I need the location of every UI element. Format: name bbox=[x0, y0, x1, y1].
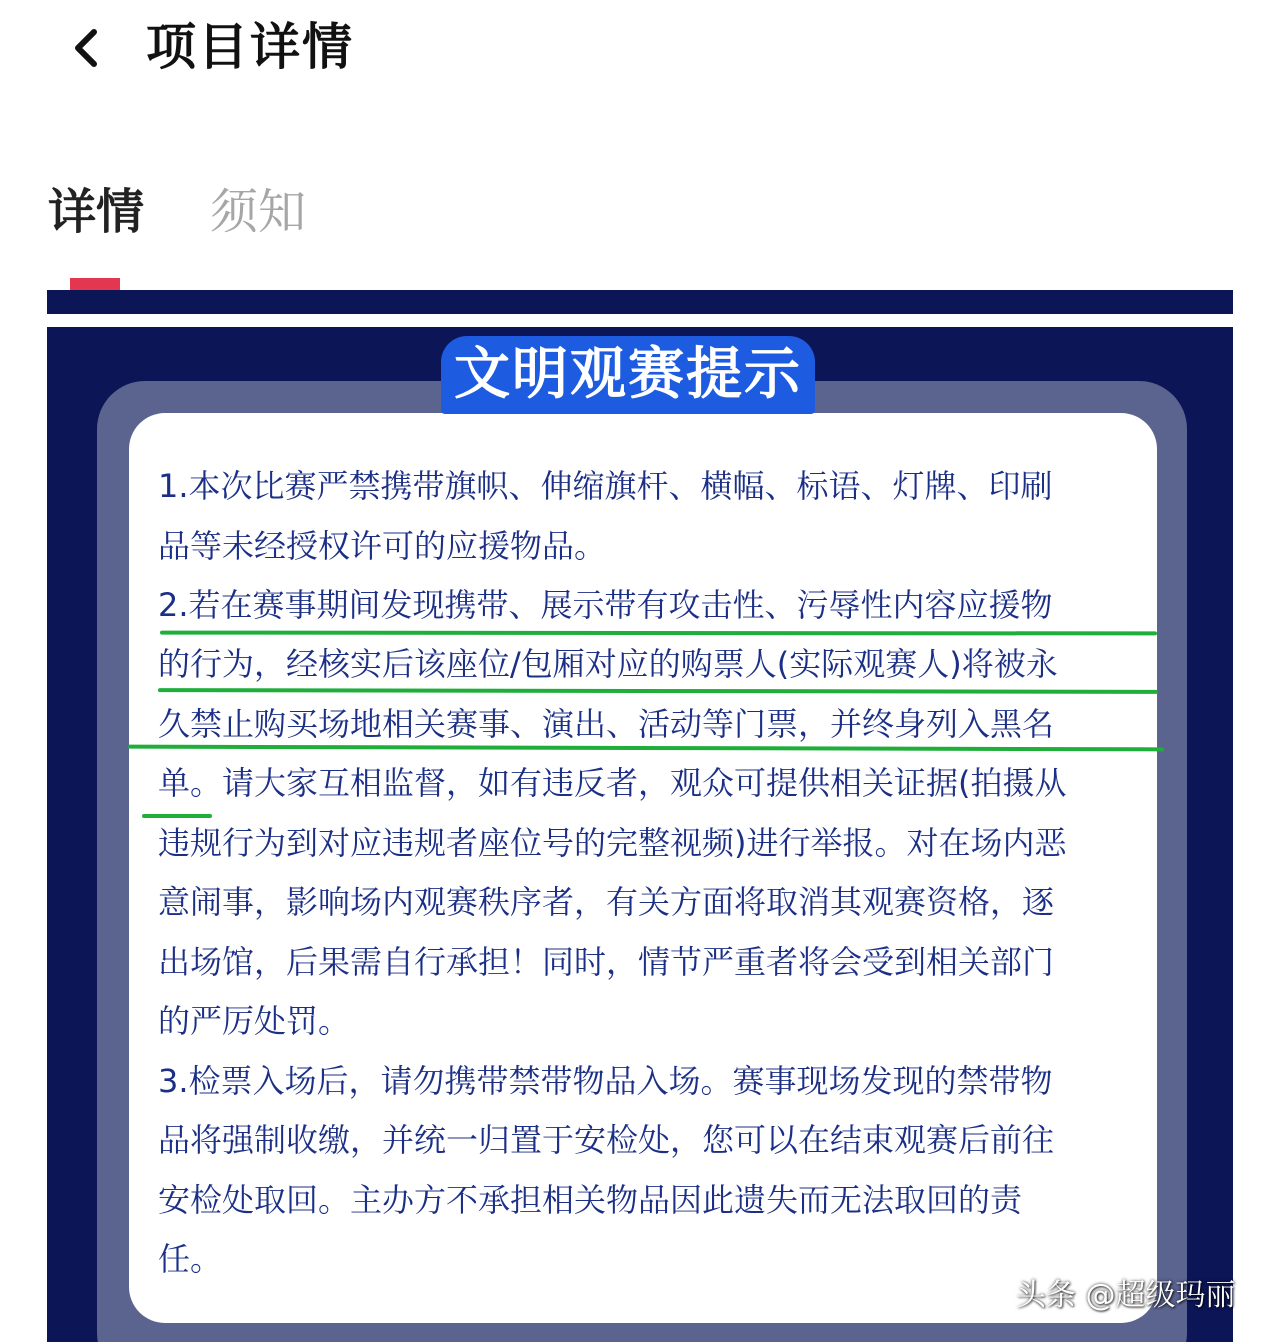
notice-line: 安检处取回。主办方不承担相关物品因此遗失而无法取回的责 bbox=[158, 1181, 1023, 1219]
notice-line: 2.若在赛事期间发现携带、展示带有攻击性、污辱性内容应援物 bbox=[158, 586, 1053, 624]
highlight-underline bbox=[142, 814, 212, 818]
notice-line: 久禁止购买场地相关赛事、演出、活动等门票，并终身列入黑名 bbox=[158, 705, 1055, 743]
notice-line: 品等未经授权许可的应援物品。 bbox=[158, 527, 607, 565]
notice-line: 违规行为到对应违规者座位号的完整视频)进行举报。对在场内恶 bbox=[158, 824, 1067, 862]
tab-notice[interactable]: 须知 bbox=[210, 184, 307, 240]
notice-line: 单。请大家互相监督，如有违反者，观众可提供相关证据(拍摄从 bbox=[158, 764, 1067, 802]
poster-title: 文明观赛提示 bbox=[454, 342, 802, 407]
poster-top-band bbox=[47, 290, 1233, 314]
notice-line: 品将强制收缴，并统一归置于安检处，您可以在结束观赛后前往 bbox=[158, 1121, 1055, 1159]
notice-line: 的行为，经核实后该座位/包厢对应的购票人(实际观赛人)将被永 bbox=[158, 645, 1058, 683]
notice-line: 任。 bbox=[158, 1240, 223, 1278]
tab-details[interactable]: 详情 bbox=[48, 184, 145, 240]
notice-line: 出场馆，后果需自行承担！同时，情节严重者将会受到相关部门 bbox=[158, 943, 1055, 981]
source-watermark: 头条 @超级玛丽 bbox=[1016, 1278, 1236, 1313]
top-bar bbox=[0, 0, 1280, 100]
notice-line: 3.检票入场后，请勿携带禁带物品入场。赛事现场发现的禁带物 bbox=[158, 1062, 1053, 1100]
active-tab-indicator bbox=[70, 278, 120, 290]
chevron-left-icon bbox=[62, 20, 114, 76]
notice-line: 的严厉处罚。 bbox=[158, 1002, 351, 1040]
page-title: 项目详情 bbox=[146, 18, 354, 76]
notice-line: 意闹事，影响场内观赛秩序者，有关方面将取消其观赛资格，逐 bbox=[158, 883, 1055, 921]
back-button[interactable] bbox=[62, 20, 114, 76]
notice-line: 1.本次比赛严禁携带旗帜、伸缩旗杆、横幅、标语、灯牌、印刷 bbox=[158, 467, 1053, 505]
